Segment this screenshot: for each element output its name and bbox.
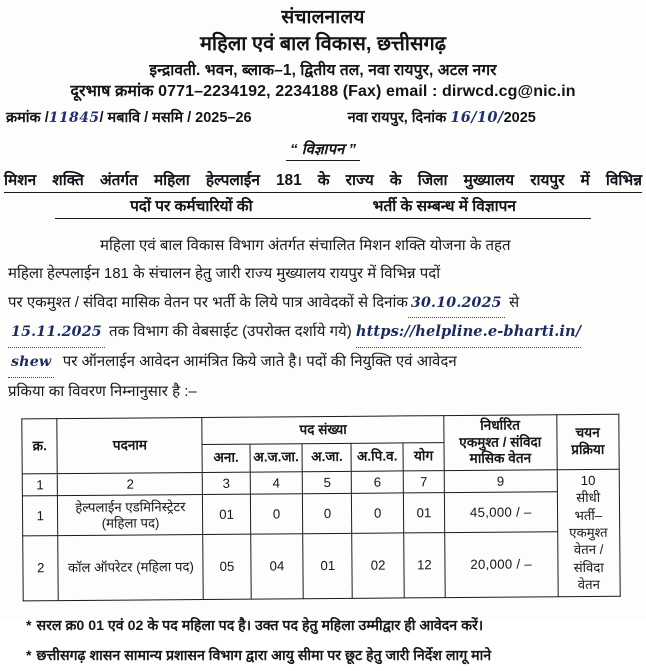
colnum-1: 1 <box>22 473 58 496</box>
org-directorate-title: संचालनालय <box>281 7 365 28</box>
date-day-handwritten: 16 <box>450 108 472 126</box>
header-post-name: पदनाम <box>57 417 202 473</box>
row2-aja: 01 <box>303 533 352 598</box>
table-row <box>22 491 619 536</box>
application-start-date-handwritten: 30.10.2025 <box>408 290 505 319</box>
colnum-4: 4 <box>250 471 303 494</box>
row1-ana: 01 <box>203 494 251 534</box>
colnum-7: 7 <box>403 470 444 493</box>
colnum-10: 10 <box>580 472 596 488</box>
footnote-1-text: सरल क्र0 01 एवं 02 के पद महिला पद है। उक्त पद हेतु महिला उम्मीद्वार ही आवेदन करें। <box>36 618 484 635</box>
process-line-2: भर्ती– <box>574 507 603 523</box>
letterhead <box>0 0 646 101</box>
vigyapan-heading-wrap <box>0 139 646 161</box>
footnote-2 <box>26 642 646 671</box>
row1-pay: 45,000 / – <box>444 492 557 533</box>
header-selection-process <box>556 414 619 469</box>
row1-post-name-line-1: हेल्पलाईन एडमिनिस्ट्रेटर <box>75 498 186 515</box>
org-address: इन्द्रावती. भवन, ब्लाक–1, द्वितीय तल, नवा रायपुर, अटल नगर <box>149 61 497 79</box>
body-paragraph <box>0 232 646 406</box>
row2-ana: 05 <box>203 534 251 599</box>
process-line-5: संविदा <box>573 559 604 575</box>
reference-number-handwritten: 11845 <box>48 109 100 126</box>
colnum-5: 5 <box>303 471 352 494</box>
paragraph-line-6-text: प्रकिया का विवरण निम्नानुसार है :– <box>8 382 197 400</box>
application-end-date-handwritten: 15.11.2025 <box>8 319 105 348</box>
subject-line-1: मिशन शक्ति अंतर्गत महिला हेल्पलाईन 181 के राज्य के जिला मुख्यालय रायपुर में विभिन्न <box>4 171 642 193</box>
reference-and-date-line <box>0 101 646 127</box>
vacancy-table <box>21 414 620 601</box>
header-process-line-2: प्रक्रिया <box>571 441 605 457</box>
row2-post-name <box>58 534 203 600</box>
paragraph-line-5 <box>8 348 638 378</box>
row1-ajja: 0 <box>250 494 303 534</box>
header-post-count-group: पद संख्या <box>202 415 444 444</box>
colnum-2: 2 <box>58 472 203 496</box>
colnum-6: 6 <box>352 470 404 493</box>
process-line-3: एकमुश्त <box>569 524 608 540</box>
paragraph-line-1 <box>8 232 638 260</box>
date-separator-1: / <box>471 108 477 126</box>
header-category-total: योग <box>403 443 444 471</box>
url-continuation-handwritten: shew <box>8 349 54 378</box>
footnotes <box>0 612 646 670</box>
subject-block <box>0 171 646 219</box>
row1-serial: 1 <box>22 496 58 536</box>
colnum-9: 9 <box>444 469 557 492</box>
subject-line-2-right: भर्ती के सम्बन्ध में विज्ञापन <box>372 198 516 216</box>
org-department-title: महिला एवं बाल विकास, छत्तीसगढ़ <box>199 33 447 56</box>
header-pay-line-2: एकमुश्त / संविदा <box>459 433 542 450</box>
paragraph-line-3-text-a: पर एकमुश्त / संविदा मासिक वेतन पर भर्ती के लिये पात्र आवेदकों से दिनांक <box>8 293 408 311</box>
date-separator-2: / <box>497 108 504 126</box>
reference-prefix: क्रमांक / <box>6 109 49 126</box>
colnum-3: 3 <box>203 472 250 495</box>
paragraph-line-4 <box>8 318 638 348</box>
paragraph-line-1-text: महिला एवं बाल विकास विभाग अंतर्गत संचालित मिशन शक्ति योजना के तहत <box>100 237 511 255</box>
paragraph-line-3 <box>8 289 638 319</box>
row2-ajja: 04 <box>250 534 303 599</box>
paragraph-line-3-text-b: से <box>508 293 520 311</box>
footnote-1 <box>26 612 646 641</box>
row2-pay: 20,000 / – <box>445 532 558 597</box>
vacancy-table-head <box>22 414 619 473</box>
row1-total: 01 <box>403 493 444 533</box>
date-year: 2025 <box>503 109 536 126</box>
place-date-block <box>348 107 536 127</box>
header-category-apiv: अ.पि.व. <box>351 443 403 471</box>
row2-total: 12 <box>404 533 446 598</box>
process-line-6: वेतन <box>577 576 601 593</box>
application-website-url-handwritten: https://helpline.e-bharti.in/ <box>356 318 581 347</box>
footnote-2-text: छत्तीसगढ़ शासन सामान्य प्रशासन विभाग द्वारा आयु सीमा पर छूट हेतु जारी निर्देश लागू माने <box>36 647 492 664</box>
row1-apiv: 0 <box>352 493 404 533</box>
header-pay-line-1: निर्धारित <box>480 417 521 433</box>
subject-line-2-left: पदों पर कर्मचारियों की <box>130 198 253 216</box>
paragraph-line-2-text: महिला हेल्पलाईन 181 के संचालन हेतु जारी राज्य मुख्यालय रायपुर में विभिन्न पदों <box>8 265 441 283</box>
header-pay-line-3: मासिक वेतन <box>469 450 532 466</box>
header-category-ajja: अ.ज.जा. <box>250 444 303 472</box>
paragraph-line-4-text: तक विभाग की वेबसाईट (उपरोक्त दर्शाये गये) <box>109 323 352 341</box>
selection-process-cell <box>557 469 620 596</box>
header-category-aja: अ.जा. <box>302 443 351 471</box>
vigyapan-heading: “ विज्ञापन ” <box>286 139 360 161</box>
paragraph-line-2 <box>8 260 638 288</box>
header-category-ana: अना. <box>202 444 249 472</box>
subject-line-2 <box>55 195 591 219</box>
row2-serial: 2 <box>23 536 59 601</box>
vacancy-table-body <box>22 469 620 601</box>
row1-post-name-line-2: (महिला पद) <box>101 514 160 531</box>
header-process-line-1: चयन <box>575 424 600 441</box>
vacancy-table-wrap <box>21 413 640 601</box>
date-month-handwritten: 10 <box>476 108 498 126</box>
process-line-1: सीधी <box>576 489 601 506</box>
paragraph-line-6 <box>8 378 638 406</box>
row2-post-name-line-1: कॉल ऑपरेटर (महिला पद) <box>67 558 194 575</box>
row1-post-name <box>58 495 203 536</box>
reference-suffix: / मबावि / मसमि / 2025–26 <box>99 109 252 126</box>
process-line-4: वेतन / <box>573 542 604 558</box>
table-header-row-1 <box>22 414 619 446</box>
row1-aja: 0 <box>303 493 352 533</box>
footnote-1-marker: * <box>26 618 32 635</box>
header-pay <box>444 415 557 471</box>
header-serial: क्र. <box>22 418 58 473</box>
place-date-label: नवा रायपुर, दिनांक <box>347 109 447 126</box>
footnote-2-marker: * <box>26 647 32 664</box>
reference-number-block <box>6 107 252 127</box>
row2-apiv: 02 <box>352 533 404 598</box>
paragraph-line-5-text: पर ऑनलाईन आवेदन आमंत्रित किये जाते है। पदों की नियुक्ति एवं आवेदन <box>62 352 457 370</box>
table-row <box>23 531 620 600</box>
org-contact: दूरभाष क्रमांक 0771–2234192, 2234188 (Fax) email : dirwcd.cg@nic.in <box>70 83 576 101</box>
